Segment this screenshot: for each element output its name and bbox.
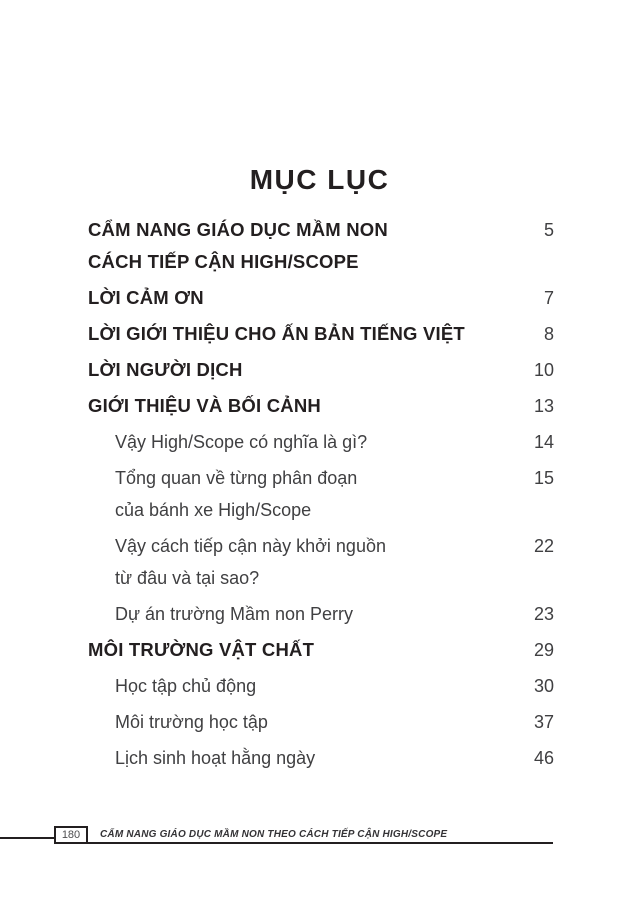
- toc-entry: [88, 634, 554, 666]
- toc-entry-title-line: CẨM NANG GIÁO DỤC MẦM NON: [88, 219, 388, 240]
- toc-entry-title-line: Dự án trường Mầm non Perry: [115, 604, 353, 624]
- toc-entry-title-line: CÁCH TIẾP CẬN HIGH/SCOPE: [88, 251, 359, 272]
- toc-entry-title-line: Học tập chủ động: [115, 676, 257, 696]
- toc-entry-title-line: LỜI GIỚI THIỆU CHO ẤN BẢN TIẾNG VIỆT: [88, 323, 465, 344]
- toc-entry-title: [88, 634, 534, 666]
- toc-entry-title: [88, 706, 534, 738]
- toc-entry-page-number: 29: [533, 640, 554, 660]
- toc-entry-title: [88, 426, 534, 458]
- toc-entry: [88, 318, 554, 350]
- toc-entry-title-line: Lịch sinh hoạt hằng ngày: [115, 748, 316, 768]
- toc-entry: [88, 530, 554, 594]
- toc-entry-page-number: 46: [533, 748, 554, 768]
- toc-entry-title-line: LỜI CẢM ƠN: [88, 287, 204, 308]
- toc-entry-title-line: Môi trường học tập: [115, 712, 268, 732]
- toc-entry-title: [88, 390, 534, 422]
- toc-entry-title-line: GIỚI THIỆU VÀ BỐI CẢNH: [88, 395, 321, 416]
- toc-entry-title: [88, 214, 544, 278]
- toc-entry-page-number: 7: [543, 288, 554, 308]
- toc-entry: [88, 462, 554, 526]
- toc-entry-page-number: 14: [533, 432, 554, 452]
- toc-entry-page-number: 8: [543, 324, 554, 344]
- toc-entry-title: [88, 462, 534, 526]
- toc-entry-title-line: Tổng quan về từng phân đoạn: [115, 468, 358, 488]
- toc-entry-title: [88, 670, 534, 702]
- toc-entry-title-line: Vậy High/Scope có nghĩa là gì?: [115, 432, 368, 452]
- toc-entry-title: [88, 530, 534, 594]
- toc-entry-title: [88, 318, 544, 350]
- table-of-contents: [88, 214, 554, 778]
- toc-entry: [88, 390, 554, 422]
- running-title: CẨM NANG GIÁO DỤC MẦM NON THEO CÁCH TIẾP CẬN HIGH/SCOPE: [100, 829, 448, 840]
- toc-entry: [88, 598, 554, 630]
- toc-entry: [88, 214, 554, 278]
- page-title: MỤC LỤC: [249, 163, 390, 195]
- toc-entry-title-line: từ đâu và tại sao?: [115, 568, 260, 588]
- toc-entry: [88, 670, 554, 702]
- footer-left-rule: [0, 837, 54, 839]
- toc-entry-title: [88, 598, 534, 630]
- toc-entry-title: [88, 742, 534, 774]
- toc-entry-page-number: 15: [533, 468, 554, 488]
- toc-entry-page-number: 13: [533, 396, 554, 416]
- page-number-box: [54, 826, 88, 842]
- toc-entry-page-number: 37: [533, 712, 554, 732]
- toc-entry: [88, 426, 554, 458]
- toc-entry-page-number: 22: [533, 536, 554, 556]
- toc-entry-title-line: của bánh xe High/Scope: [115, 500, 312, 520]
- page-number: 180: [61, 829, 81, 841]
- toc-entry-title: [88, 282, 544, 314]
- toc-entry-page-number: 10: [533, 360, 554, 380]
- toc-entry-title-line: LỜI NGƯỜI DỊCH: [88, 359, 243, 380]
- footer-long-rule: [54, 842, 553, 844]
- toc-entry-page-number: 23: [533, 604, 554, 624]
- toc-entry: [88, 706, 554, 738]
- toc-entry-page-number: 5: [543, 220, 554, 240]
- toc-entry: [88, 282, 554, 314]
- toc-entry-title-line: Vậy cách tiếp cận này khởi nguồn: [115, 536, 386, 556]
- toc-entry-page-number: 30: [533, 676, 554, 696]
- toc-entry: [88, 742, 554, 774]
- toc-entry: [88, 354, 554, 386]
- toc-entry-title: [88, 354, 534, 386]
- toc-entry-title-line: MÔI TRƯỜNG VẬT CHẤT: [88, 639, 315, 660]
